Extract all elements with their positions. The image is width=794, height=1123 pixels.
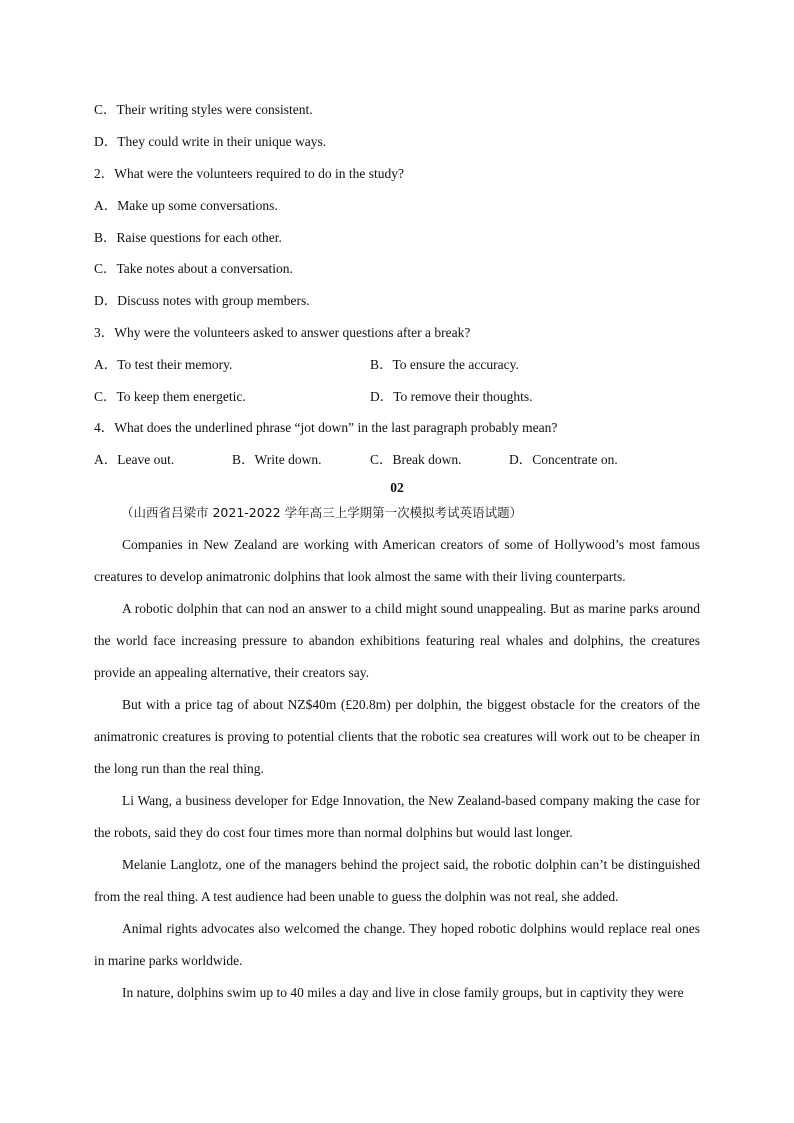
q3-option-c: C．To keep them energetic. <box>94 389 246 404</box>
q2-question: 2．What were the volunteers required to do in the study? <box>94 166 405 181</box>
passage-paragraph-3: But with a price tag of about NZ$40m (£20.8m) per dolphin, the biggest obstacle for the creators of the animatronic creatures is proving to potential clients that the robotic sea creatures will work out to be cheaper in the long run than the real thing. <box>94 697 700 776</box>
q2-option-a: A．Make up some conversations. <box>94 198 278 213</box>
q1-option-c: C．Their writing styles were consistent. <box>94 102 313 117</box>
q2-option-b: B．Raise questions for each other. <box>94 230 282 245</box>
q4-option-c: C．Break down. <box>370 452 462 467</box>
q4-option-b: B．Write down. <box>232 452 322 467</box>
passage <box>94 529 700 1009</box>
q4-option-d: D．Concentrate on. <box>509 452 618 467</box>
passage-paragraph-5: Melanie Langlotz, one of the managers behind the project said, the robotic dolphin can’t be distinguished from the real thing. A test audience had been unable to guess the dolphin was not real, she added. <box>94 857 700 904</box>
section-number: 02 <box>390 480 404 495</box>
q4-question: 4．What does the underlined phrase “jot down” in the last paragraph probably mean? <box>94 420 558 435</box>
section-source: （山西省吕梁市 2021-2022 学年高三上学期第一次模拟考试英语试题） <box>121 505 523 520</box>
passage-paragraph-2: A robotic dolphin that can nod an answer to a child might sound unappealing. But as marine parks around the world face increasing pressure to abandon exhibitions featuring real whales and dolphins, the creatures provide an appealing alternative, their creators say. <box>94 601 700 680</box>
passage-paragraph-7: In nature, dolphins swim up to 40 miles a day and live in close family groups, but in captivity they were <box>122 985 684 1000</box>
q1-option-d: D．They could write in their unique ways. <box>94 134 327 149</box>
passage-paragraph-6: Animal rights advocates also welcomed the change. They hoped robotic dolphins would replace real ones in marine parks worldwide. <box>94 921 700 968</box>
q3-option-b: B．To ensure the accuracy. <box>370 357 519 372</box>
q2-option-c: C．Take notes about a conversation. <box>94 261 293 276</box>
passage-paragraph-4: Li Wang, a business developer for Edge Innovation, the New Zealand-based company making the case for the robots, said they do cost four times more than normal dolphins but would last longer. <box>94 793 700 840</box>
passage-paragraph-1: Companies in New Zealand are working with American creators of some of Hollywood’s most famous creatures to develop animatronic dolphins that look almost the same with their living counterparts. <box>94 537 700 584</box>
q3-option-d: D．To remove their thoughts. <box>370 389 533 404</box>
q2-option-d: D．Discuss notes with group members. <box>94 293 310 308</box>
q3-option-a: A．To test their memory. <box>94 357 233 372</box>
q4-option-a: A．Leave out. <box>94 452 175 467</box>
q3-question: 3．Why were the volunteers asked to answer questions after a break? <box>94 325 471 340</box>
